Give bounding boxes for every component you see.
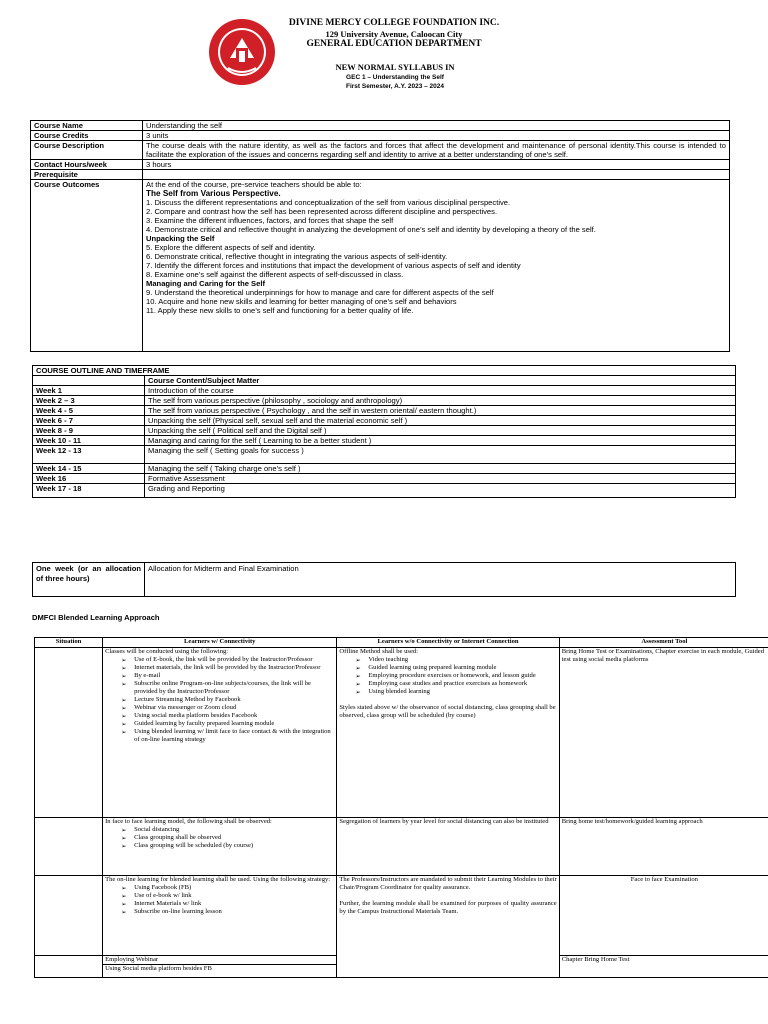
assessment-cell: Bring Home Test or Examinations, Chapter exercise in each module, Guided test using social media platforms <box>559 648 768 818</box>
week-cell: Week 6 - 7 <box>33 416 145 426</box>
table-row <box>31 141 730 160</box>
cell-paragraph: Further, the learning module shall be examined for purposes of quality assurance by the Campus Instructional Materials Team. <box>339 900 557 915</box>
week-cell: Week 1 <box>33 386 145 396</box>
table-row <box>33 474 736 484</box>
cell-line: Employing Webinar <box>105 956 159 963</box>
list-item: ➢ Internet materials, the link will be provided by the Instructor/Professor <box>121 664 334 672</box>
prerequisite-label: Prerequisite <box>31 170 143 180</box>
situation-cell <box>35 876 103 956</box>
doc-title: NEW NORMAL SYLLABUS IN <box>335 62 455 72</box>
table-row <box>33 484 736 498</box>
with-connectivity-cell <box>103 876 337 956</box>
assessment-cell: Chapter Bring Home Test <box>559 956 768 978</box>
table-header-row <box>35 638 768 648</box>
list-item: ➢ Video teaching <box>355 656 556 664</box>
section-title: Unpacking the Self <box>146 234 215 243</box>
semester: First Semester, A.Y. 2023 – 2024 <box>345 83 445 90</box>
list-item: ➢ Webinar via messenger or Zoom cloud <box>121 704 334 712</box>
table-row <box>31 170 730 180</box>
table-row <box>33 446 736 464</box>
without-connectivity-cell: Segregation of learners by year level for social distancing can also be instituted <box>337 818 559 876</box>
approach-title: DMFCI Blended Learning Approach <box>32 613 160 622</box>
content-cell: The self from various perspective (philosophy , sociology and anthropology) <box>145 396 736 406</box>
cell-note: Styles stated above w/ the observance of social distancing, class grouping shall be observed, class group will be scheduled (by course) <box>339 704 556 719</box>
table-row <box>31 180 730 352</box>
cell-line: Using Social media platform besides FB <box>103 964 336 973</box>
table-row <box>31 121 730 131</box>
content-cell: The self from various perspective ( Psychology , and the self in western oriental/ eastern thought.) <box>145 406 736 416</box>
list-item: ➢ Use of e-book w/ link <box>121 892 334 900</box>
outcome-item: 1. Discuss the different representations and conceptualization of the self from various disciplinal perspective. <box>146 198 511 207</box>
exam-label: One week (or an allocation of three hours) <box>33 563 145 597</box>
list-item: ➢ Using social media platform besides Facebook <box>121 712 334 720</box>
without-connectivity-cell <box>337 648 559 818</box>
cell-intro: Offline Method shall be used: <box>339 648 419 655</box>
bullet-list <box>105 656 334 744</box>
outcomes-intro: At the end of the course, pre-service teachers should be able to: <box>146 180 362 189</box>
table-row <box>33 396 736 406</box>
course-title: GEC 1 – Understanding the Self <box>346 74 444 81</box>
contact-hours-value: 3 hours <box>143 160 730 170</box>
table-row <box>35 818 768 876</box>
column-header: Assessment Tool <box>559 638 768 648</box>
cell-intro: In face to face learning model, the following shall be observed: <box>105 818 272 825</box>
table-row <box>33 464 736 474</box>
institution-address: 129 University Avenue, Caloocan City <box>325 29 463 39</box>
table-row <box>33 406 736 416</box>
week-cell: Week 14 - 15 <box>33 464 145 474</box>
table-row <box>31 131 730 141</box>
week-cell: Week 4 - 5 <box>33 406 145 416</box>
outcome-item: 10. Acquire and hone new skills and learning for better managing of one’s self and behaviors <box>146 297 457 306</box>
list-item: ➢ Using blended learning <box>355 688 556 696</box>
college-seal-logo <box>208 18 276 86</box>
list-item: ➢ Class grouping shall be observed <box>121 834 334 842</box>
content-cell: Unpacking the self ( Political self and the Digital self ) <box>145 426 736 436</box>
column-header: Learners w/ Connectivity <box>103 638 337 648</box>
table-row <box>33 426 736 436</box>
outcome-item: 5. Explore the different aspects of self and identity. <box>146 243 316 252</box>
table-row <box>33 416 736 426</box>
outcome-item: 2. Compare and contrast how the self has been represented across different discipline and perspectives. <box>146 207 498 216</box>
cell-intro: The on-line learning for blended learning shall be used. Using the following strategy: <box>105 876 331 883</box>
exam-allocation-table <box>32 562 736 597</box>
syllabus-title-block <box>310 62 480 91</box>
blended-learning-table <box>34 637 768 978</box>
table-row <box>35 876 768 956</box>
content-cell: Grading and Reporting <box>145 484 736 498</box>
content-cell: Managing the self ( Setting goals for success ) <box>145 446 736 464</box>
content-cell: Managing and caring for the self ( Learning to be a better student ) <box>145 436 736 446</box>
section-title: The Self from Various Perspective. <box>146 189 281 198</box>
course-name-value: Understanding the self <box>143 121 730 131</box>
list-item: ➢ By e-mail <box>121 672 334 680</box>
description-label: Course Description <box>31 141 143 160</box>
course-info-table <box>30 120 730 352</box>
assessment-cell: Bring home test/homework/guided learning approach <box>559 818 768 876</box>
table-row <box>35 648 768 818</box>
list-item: ➢ Employing case studies and practice exercises as homework <box>355 680 556 688</box>
prerequisite-value <box>143 170 730 180</box>
table-row <box>31 160 730 170</box>
department-name: GENERAL EDUCATION DEPARTMENT <box>306 39 482 49</box>
cell-intro: Classes will be conducted using the following: <box>105 648 229 655</box>
list-item: ➢ Guided learning using prepared learning module <box>355 664 556 672</box>
outcome-item: 6. Demonstrate critical, reflective thought in integrating the various aspects of self-identity. <box>146 252 448 261</box>
column-header: Situation <box>35 638 103 648</box>
column-header: Learners w/o Connectivity or Internet Connection <box>337 638 559 648</box>
week-cell: Week 2 – 3 <box>33 396 145 406</box>
table-row <box>33 386 736 396</box>
table-row <box>33 436 736 446</box>
credits-label: Course Credits <box>31 131 143 141</box>
content-header: Course Content/Subject Matter <box>145 376 736 386</box>
with-connectivity-cell <box>103 818 337 876</box>
course-outline-table <box>32 365 736 498</box>
outline-title: COURSE OUTLINE AND TIMEFRAME <box>33 366 736 376</box>
with-connectivity-cell <box>103 648 337 818</box>
situation-cell <box>35 648 103 818</box>
table-row <box>33 563 736 597</box>
week-cell: Week 8 - 9 <box>33 426 145 436</box>
outcomes-label: Course Outcomes <box>31 180 143 352</box>
outcome-item: 8. Examine one’s self against the different aspects of self-discussed in class. <box>146 270 404 279</box>
outcome-item: 11. Apply these new skills to one’s self and functioning for a better quality of life. <box>146 306 414 315</box>
situation-cell <box>35 956 103 978</box>
bullet-list <box>105 826 334 850</box>
list-item: ➢ Using blended learning w/ limit face to face contact & with the integration of on-line learning strategy <box>121 728 334 744</box>
content-cell: Introduction of the course <box>145 386 736 396</box>
outcome-item: 7. Identify the different forces and institutions that impact the development of various aspects of self and identity <box>146 261 521 270</box>
list-item: ➢ Subscribe on-line learning lesson <box>121 908 334 916</box>
institution-name: DIVINE MERCY COLLEGE FOUNDATION INC. <box>288 18 500 28</box>
bullet-list <box>339 656 556 696</box>
outcome-item: 4. Demonstrate critical and reflective thought in analyzing the development of one’s self and identity by developing a theory of the self. <box>146 225 596 234</box>
assessment-cell: Face to face Examination <box>559 876 768 956</box>
table-row <box>33 366 736 376</box>
week-cell: Week 17 - 18 <box>33 484 145 498</box>
week-cell: Week 16 <box>33 474 145 484</box>
description-value: The course deals with the nature identity, as well as the factors and forces that affect the development and maintenance of personal identity.This course is intended to facilitate the exploration of the issues and concerns regarding self and identity to arrive at a better understanding of one’s self. <box>143 141 730 160</box>
list-item: ➢ Using Facebook (FB) <box>121 884 334 892</box>
content-cell: Unpacking the self (Physical self, sexual self and the material economic self ) <box>145 416 736 426</box>
table-row <box>33 376 736 386</box>
list-item: ➢ Lecture Streaming Method by Facebook <box>121 696 334 704</box>
week-cell: Week 10 - 11 <box>33 436 145 446</box>
outcomes-value <box>143 180 730 352</box>
without-connectivity-cell <box>337 876 559 978</box>
content-cell: Formative Assessment <box>145 474 736 484</box>
credits-value: 3 units <box>143 131 730 141</box>
course-name-label: Course Name <box>31 121 143 131</box>
list-item: ➢ Social distancing <box>121 826 334 834</box>
section-title: Managing and Caring for the Self <box>146 279 265 288</box>
cell-paragraph: The Professors/Instructors are mandated to submit their Learning Modules to their Chair/Program Coordinator for quality assurance. <box>339 876 557 891</box>
list-item: ➢ Employing procedure exercises or homework, and lesson guide <box>355 672 556 680</box>
with-connectivity-cell <box>103 956 337 978</box>
week-header <box>33 376 145 386</box>
list-item: ➢ Guided learning by faculty prepared learning module <box>121 720 334 728</box>
list-item: ➢ Internet Materials w/ link <box>121 900 334 908</box>
week-cell: Week 12 - 13 <box>33 446 145 464</box>
bullet-list <box>105 884 334 916</box>
outcome-item: 9. Understand the theoretical underpinnings for how to manage and care for different aspects of the self <box>146 288 494 297</box>
header <box>284 18 504 50</box>
outcome-item: 3. Examine the different influences, factors, and forces that shape the self <box>146 216 394 225</box>
list-item: ➢ Use of E-book, the link will be provided by the Instructor/Professor <box>121 656 334 664</box>
exam-value: Allocation for Midterm and Final Examination <box>145 563 736 597</box>
list-item: ➢ Subscribe online Program-on-line subjects/courses, the link will be provided by the Instructor/Professor <box>121 680 334 696</box>
content-cell: Managing the self ( Taking charge one’s self ) <box>145 464 736 474</box>
contact-hours-label: Contact Hours/week <box>31 160 143 170</box>
situation-cell <box>35 818 103 876</box>
list-item: ➢ Class grouping will be scheduled (by course) <box>121 842 334 850</box>
